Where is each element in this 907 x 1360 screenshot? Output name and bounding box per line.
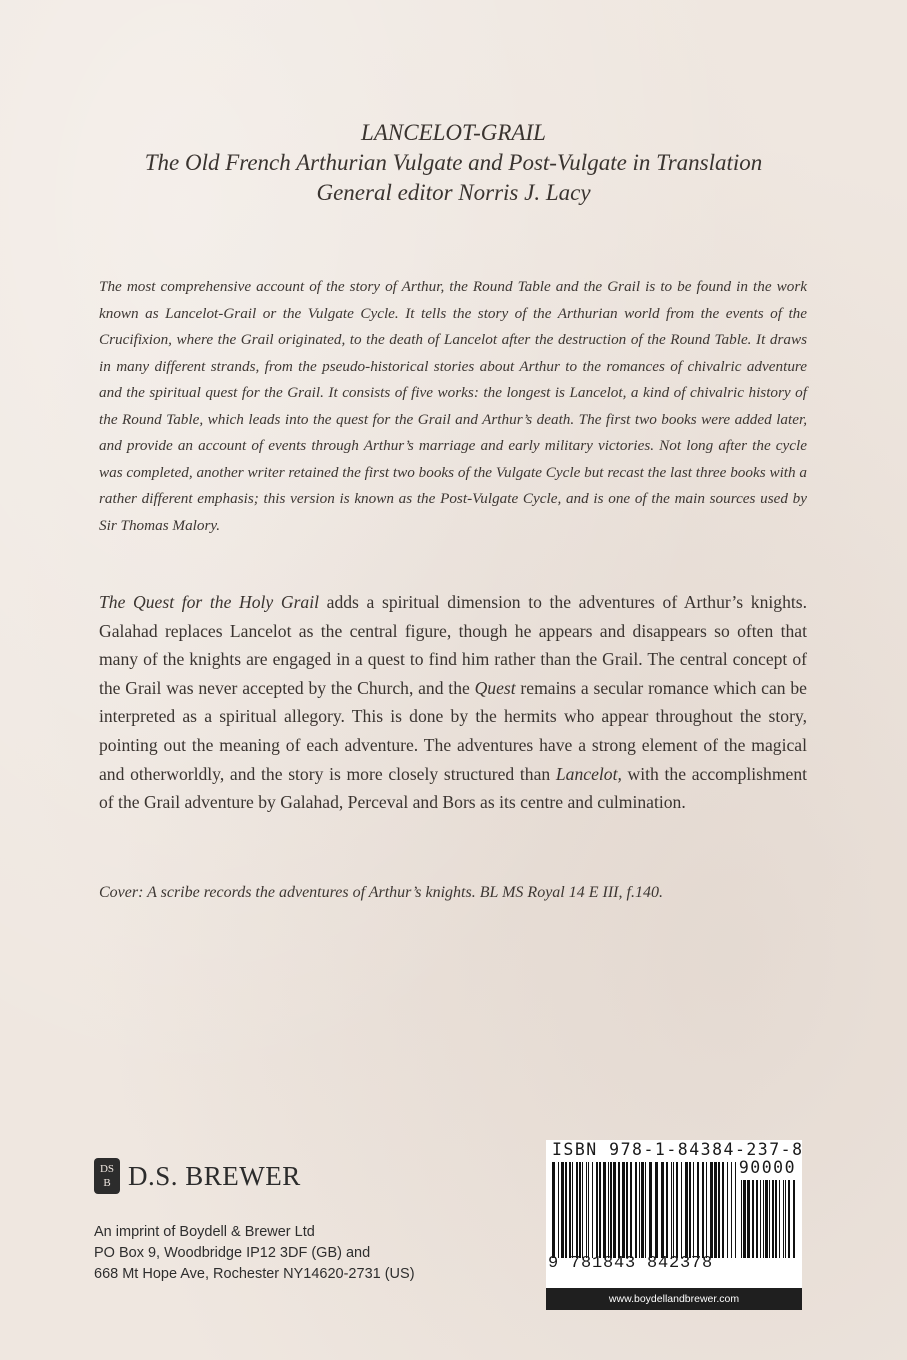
price-code: 90000 [738,1158,796,1177]
address-line: 668 Mt Hope Ave, Rochester NY14620-2731 (US) [94,1266,415,1282]
series-subtitle: The Old French Arthurian Vulgate and Post-Vulgate in Translation [144,150,763,175]
quest-italic: Quest [474,677,516,698]
addon-barcode-icon [741,1180,797,1258]
isbn-barcode-box [546,1140,802,1310]
logo-mark-top: DS [99,1163,115,1175]
description-text-2: remains a secular romance which can be interpreted as a spiritual allegory. This is done by the hermits who appear throughout the story, pointing out the meaning of each adventure. The adventures have a strong element of the magical and otherworldly, and the story is more closely structured than [99,677,807,784]
address-line: An imprint of Boydell & Brewer Ltd [94,1224,315,1240]
series-editor: General editor Norris J. Lacy [316,180,591,205]
isbn-label: ISBN 978-1-84384-237-8 [552,1140,804,1159]
publisher-url: www.boydellandbrewer.com [546,1288,802,1310]
cover-credit: Cover: A scribe records the adventures of Arthur’s knights. BL MS Royal 14 E III, f.140. [99,884,663,901]
series-heading [0,118,907,208]
logo-mark-bottom: B [103,1177,111,1189]
ds-brewer-logo-icon [94,1158,120,1194]
publisher-name: D.S. BREWER [128,1160,301,1191]
address-line: PO Box 9, Woodbridge IP12 3DF (GB) and [94,1245,371,1261]
ean-barcode-icon [552,1162,736,1258]
intro-paragraph: The most comprehensive account of the story of Arthur, the Round Table and the Grail is to be found in the work known as Lancelot-Grail or the Vulgate Cycle. It tells the story of the Arthurian world from the events of the Crucifixion, where the Grail originated, to the death of Lancelot after the destruction of the Round Table. It draws in many different strands, from the pseudo-historical stories about Arthur to the romances of chivalric adventure and the spiritual quest for the Grail. It consists of five works: the longest is Lancelot, a kind of chivalric history of the Round Table, which leads into the quest for the Grail and Arthur’s death. The first two books were added later, and provide an account of events through Arthur’s marriage and early military victories. Not long after the cycle was completed, another writer retained the first two books of the Vulgate Cycle but recast the last three books with a rather different emphasis; this version is known as the Post-Vulgate Cycle, and is one of the main sources used by Sir Thomas Malory. [99,278,807,534]
description-text-3: with the accomplishment of the Grail adventure by Galahad, Perceval and Bors as its centre and culmination. [99,763,808,813]
publisher-address [94,1222,415,1285]
barcode-digits: 9 781843 842378 [548,1254,714,1273]
lancelot-italic: Lancelot, [555,763,622,784]
publisher-logo [94,1158,301,1194]
description-paragraph [99,588,807,817]
book-title-italic: The Quest for the Holy Grail [99,592,319,612]
description-text-1: adds a spiritual dimension to the adventures of Arthur’s knights. Galahad replaces Lancelot as the central figure, though he appears and disappears so often that many of the knights are engaged in a quest to find him rather than the Grail. The central concept of the Grail was never accepted by the Church, and the [99,592,807,698]
series-title: LANCELOT-GRAIL [361,120,546,145]
